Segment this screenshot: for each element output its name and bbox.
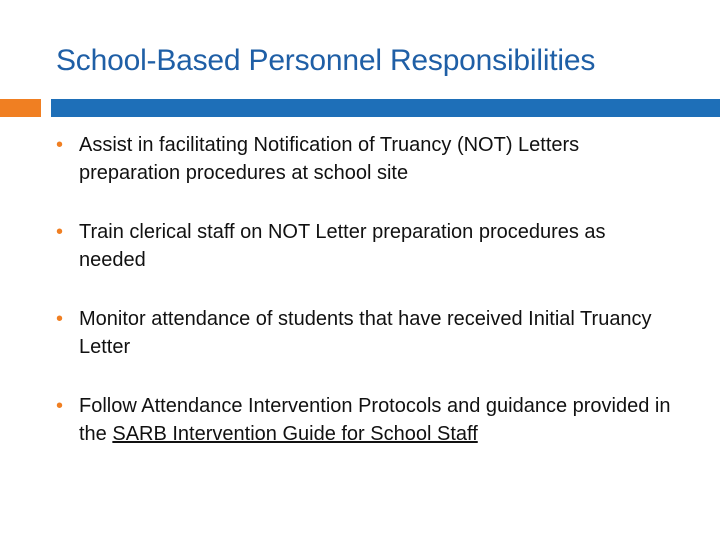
bullet-text: Assist in facilitating Notification of Truancy (NOT) Letters preparation procedures at school site [79,134,580,184]
bullet-dot-icon: • [56,395,64,417]
bullet-item-monitor-attendance [56,305,676,361]
bullet-item-facilitate-not [56,131,676,187]
bullet-item-follow-protocols [56,392,676,448]
bullet-text: Train clerical staff on NOT Letter preparation procedures as needed [79,221,606,271]
orange-accent-bar [0,99,41,117]
bullet-dot-icon: • [56,221,64,243]
sarb-guide-link[interactable]: SARB Intervention Guide for School Staff [112,423,478,445]
blue-accent-bar [51,99,720,117]
bullet-item-train-staff [56,218,676,274]
bullet-text: Follow Attendance Intervention Protocols and guidance provided in the [79,395,671,445]
bullet-list [56,131,676,479]
bullet-text: Monitor attendance of students that have received Initial Truancy Letter [79,308,652,358]
bullet-dot-icon: • [56,308,64,330]
bullet-dot-icon: • [56,134,64,156]
slide-title: School-Based Personnel Responsibilities [56,44,596,77]
